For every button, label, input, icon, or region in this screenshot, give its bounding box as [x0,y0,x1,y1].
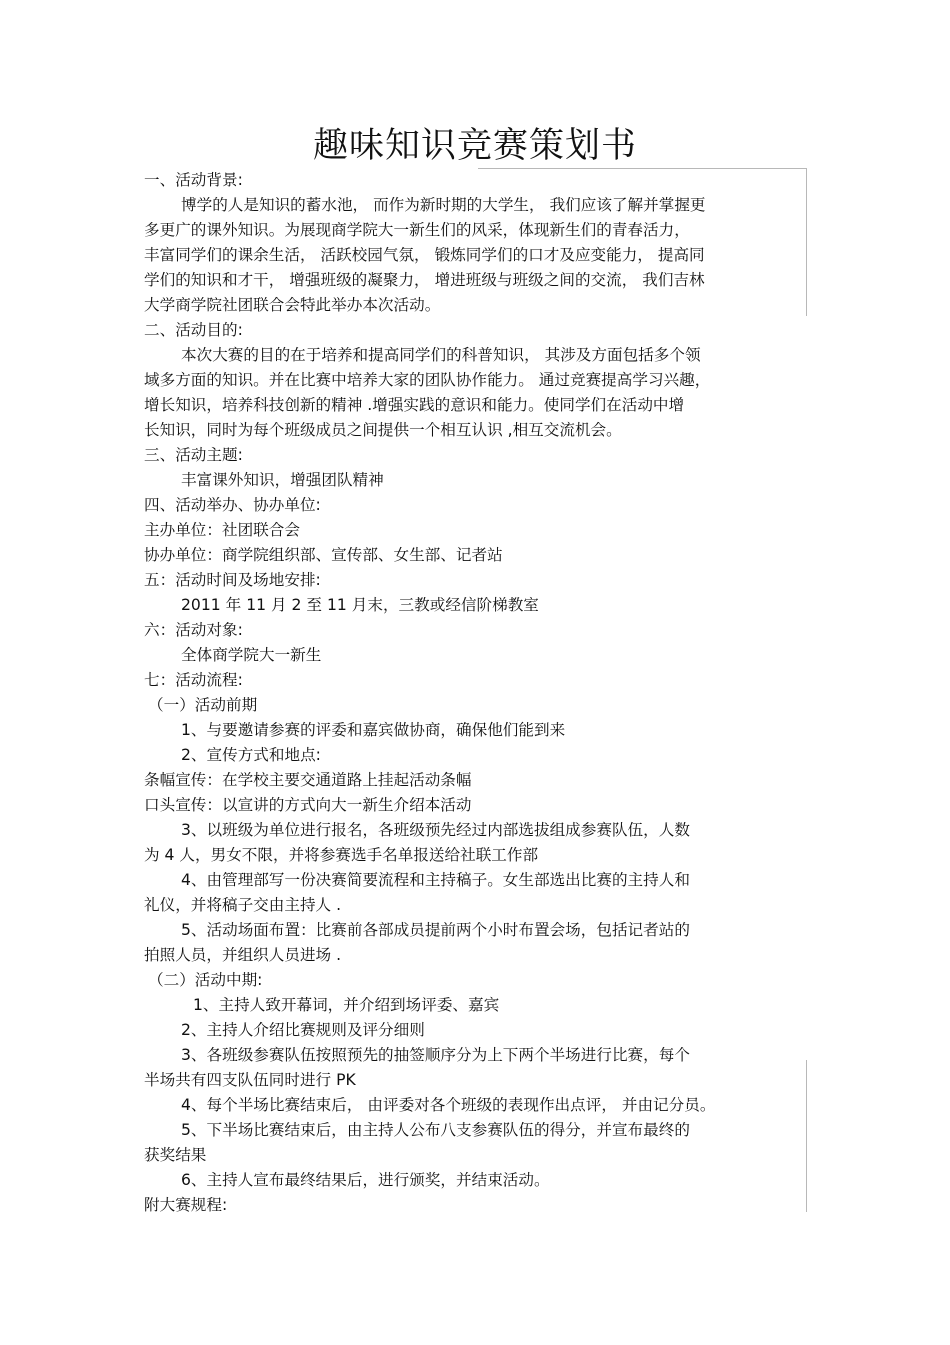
text-line: 2、主持人介绍比赛规则及评分细则 [181,1021,425,1039]
text-line: 2、宣传方式和地点: [181,746,321,764]
text-line: 5、活动场面布置：比赛前各部成员提前两个小时布置会场，包括记者站的 [181,921,690,939]
text-line: （一）活动前期 [148,696,258,714]
section-heading: 附大赛规程: [144,1196,228,1214]
section-heading: 七：活动流程: [144,671,243,689]
section-heading: 四、活动举办、协办单位: [144,496,321,514]
text-line: 博学的人是知识的蓄水池， 而作为新时期的大学生， 我们应该了解并掌握更 [181,196,706,214]
section-heading: 一、活动背景: [144,171,243,189]
text-line: 获奖结果 [144,1146,207,1164]
text-line: 丰富同学们的课余生活， 活跃校园气氛， 锻炼同学们的口才及应变能力， 提高同 [144,246,705,264]
text-line: 1、主持人致开幕词，并介绍到场评委、嘉宾 [193,996,500,1014]
text-line: 3、以班级为单位进行报名，各班级预先经过内部选拔组成参赛队伍，人数 [181,821,690,839]
text-line: 5、下半场比赛结束后，由主持人公布八支参赛队伍的得分，并宣布最终的 [181,1121,690,1139]
text-line: 半场共有四支队伍同时进行 PK [144,1071,356,1089]
text-line: 丰富课外知识，增强团队精神 [181,471,384,489]
text-line: 大学商学院社团联合会特此举办本次活动。 [144,296,441,314]
text-line: 6、主持人宣布最终结果后，进行颁奖，并结束活动。 [181,1171,550,1189]
text-line: 协办单位：商学院组织部、宣传部、女生部、记者站 [144,546,503,564]
text-line: 多更广的课外知识。为展现商学院大一新生们的风采，体现新生们的青春活力， [144,221,690,239]
text-line: 1、与要邀请参赛的评委和嘉宾做协商，确保他们能到来 [181,721,566,739]
section-heading: 三、活动主题: [144,446,243,464]
text-line: （二）活动中期: [148,971,263,989]
text-line: 主办单位：社团联合会 [144,521,300,539]
section-heading: 五：活动时间及场地安排: [144,571,321,589]
document-title: 趣味知识竞赛策划书 [312,126,637,166]
text-line: 长知识，同时为每个班级成员之间提供一个相互认识 ,相互交流机会。 [144,421,622,439]
text-line: 口头宣传：以宣讲的方式向大一新生介绍本活动 [144,796,472,814]
text-line: 拍照人员，并组织人员进场 . [144,946,342,964]
text-line: 全体商学院大一新生 [181,646,322,664]
text-line: 条幅宣传：在学校主要交通道路上挂起活动条幅 [144,771,472,789]
section-heading: 二、活动目的: [144,321,243,339]
text-line: 2011 年 11 月 2 至 11 月末，三教或经信阶梯教室 [181,596,539,614]
text-line: 学们的知识和才干， 增强班级的凝聚力， 增进班级与班级之间的交流， 我们吉林 [144,271,705,289]
text-line: 4、由管理部写一份决赛简要流程和主持稿子。女生部选出比赛的主持人和 [181,871,690,889]
text-line: 为 4 人，男女不限，并将参赛选手名单报送给社联工作部 [144,846,539,864]
text-line: 域多方面的知识。并在比赛中培养大家的团队协作能力。 通过竞赛提高学习兴趣， [144,371,711,389]
text-line: 增长知识，培养科技创新的精神 .增强实践的意识和能力。使同学们在活动中增 [144,396,685,414]
document-body [144,168,816,1218]
text-line: 4、每个半场比赛结束后， 由评委对各个班级的表现作出点评， 并由记分员。 [181,1096,716,1114]
section-heading: 六：活动对象: [144,621,243,639]
text-line: 礼仪，并将稿子交由主持人 . [144,896,342,914]
text-line: 本次大赛的目的在于培养和提高同学们的科普知识， 其涉及方面包括多个领 [181,346,701,364]
text-line: 3、各班级参赛队伍按照预先的抽签顺序分为上下两个半场进行比赛，每个 [181,1046,690,1064]
